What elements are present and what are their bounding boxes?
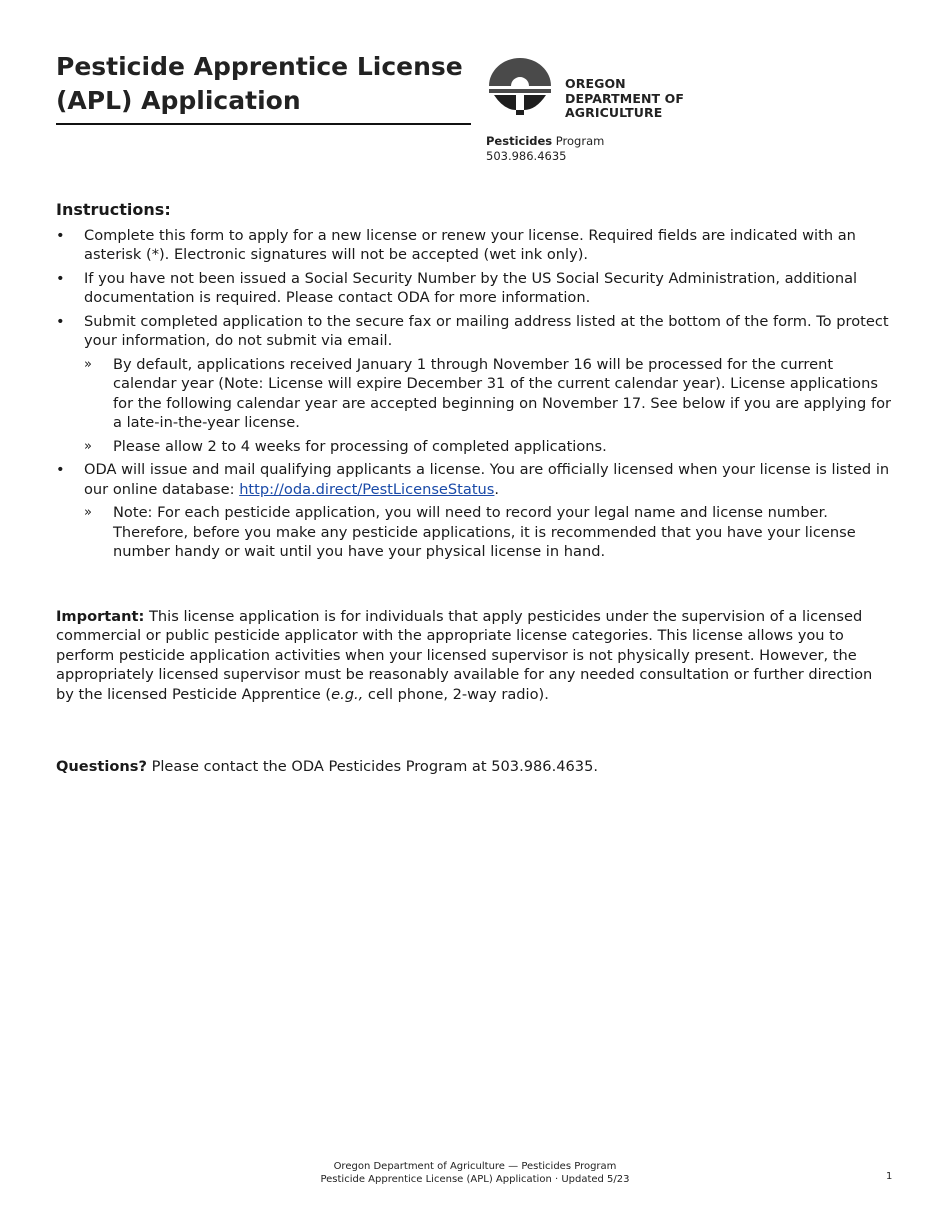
important-label: Important: (56, 607, 145, 625)
important-paragraph (56, 607, 892, 705)
logo-text (565, 77, 684, 121)
title-line-1: Pesticide Apprentice License (56, 52, 463, 81)
questions-label: Questions? (56, 758, 147, 775)
main-content (56, 200, 892, 777)
logo-line-2: DEPARTMENT OF (565, 90, 684, 106)
instructions-heading: Instructions: (56, 200, 171, 219)
license-status-link[interactable]: http://oda.direct/PestLicenseStatus (239, 480, 495, 498)
page-title (56, 50, 471, 118)
program-name (486, 134, 604, 149)
instruction-item (56, 312, 892, 457)
instruction-subtext: Please allow 2 to 4 weeks for processing of completed applications. (113, 437, 607, 455)
instruction-text: ODA will issue and mail qualifying applicants a license. You are officially licensed when your license is listed in our online database: (84, 461, 890, 498)
instructions-list (56, 226, 892, 562)
program-name-bold: Pesticides (486, 134, 553, 148)
instruction-subtext: By default, applications received January 1 through November 16 will be processed for the current calendar year (Note: License will expire December 31 of the current calendar year). License applications for the following calendar year are accepted beginning on November 17. See below if you are applying for a late-in-the-year license. (113, 355, 892, 431)
bullet-marker: • (56, 461, 65, 478)
instruction-subitem (84, 503, 892, 562)
instruction-text: If you have not been issued a Social Security Number by the US Social Security Administration, additional documentation is required. Please contact ODA for more information. (84, 269, 858, 306)
logo-line-3: AGRICULTURE (565, 105, 663, 120)
instruction-subtext: Note: For each pesticide application, you will need to record your legal name and license number. Therefore, before you make any pesticide applications, it is recommended that you have your license number handy or wait until you have your physical license in hand. (113, 504, 856, 560)
instruction-sublist (84, 503, 892, 562)
instruction-subitem (84, 437, 892, 457)
sub-bullet-marker: » (84, 438, 92, 454)
program-name-suffix: Program (552, 134, 605, 148)
page-number: 1 (886, 1171, 893, 1182)
questions-text: Please contact the ODA Pesticides Program at 503.986.4635. (146, 758, 598, 775)
instruction-item (56, 269, 892, 308)
instruction-text-end: . (494, 480, 500, 498)
footer-line-1: Oregon Department of Agriculture — Pesticides Program (333, 1161, 617, 1172)
instruction-text: Complete this form to apply for a new license or renew your license. Required fields are indicated with an asterisk (*). Electronic signatures will not be accepted (wet ink only). (84, 226, 856, 263)
logo-line-1: OREGON (565, 76, 626, 91)
instruction-item (56, 460, 892, 562)
program-info (486, 134, 604, 163)
instruction-sublist (84, 355, 892, 457)
sub-bullet-marker: » (84, 505, 92, 520)
bullet-marker: • (56, 312, 65, 330)
bullet-marker: • (56, 226, 65, 244)
footer-line-2: Pesticide Apprentice License (APL) Application · Updated 5/23 (320, 1174, 630, 1185)
title-line-2: (APL) Application (56, 86, 301, 115)
oda-logo (486, 58, 696, 124)
title-underline (56, 123, 471, 125)
important-italic: e.g., (331, 685, 364, 703)
instruction-item (56, 226, 892, 265)
questions-paragraph (56, 757, 892, 777)
bullet-marker: • (56, 269, 65, 287)
instruction-text: Submit completed application to the secure fax or mailing address listed at the bottom of the form. To protect your information, do not submit via email. (84, 312, 889, 349)
important-text-end: cell phone, 2-way radio). (363, 685, 549, 703)
instruction-subitem (84, 355, 892, 433)
program-phone: 503.986.4635 (486, 148, 567, 163)
sub-bullet-marker: » (84, 356, 92, 372)
important-text: This license application is for individuals that apply pesticides under the supervision of a licensed commercial or public pesticide applicator with the appropriate license categories. This license allows you to perform pesticide application activities when your licensed supervisor is not physically present. However, the appropriately licensed supervisor must be reasonably available for any needed consultation or further direction by the licensed Pesticide Apprentice ( (56, 607, 873, 703)
oda-logo-icon (486, 58, 554, 124)
page-footer (0, 1160, 950, 1186)
